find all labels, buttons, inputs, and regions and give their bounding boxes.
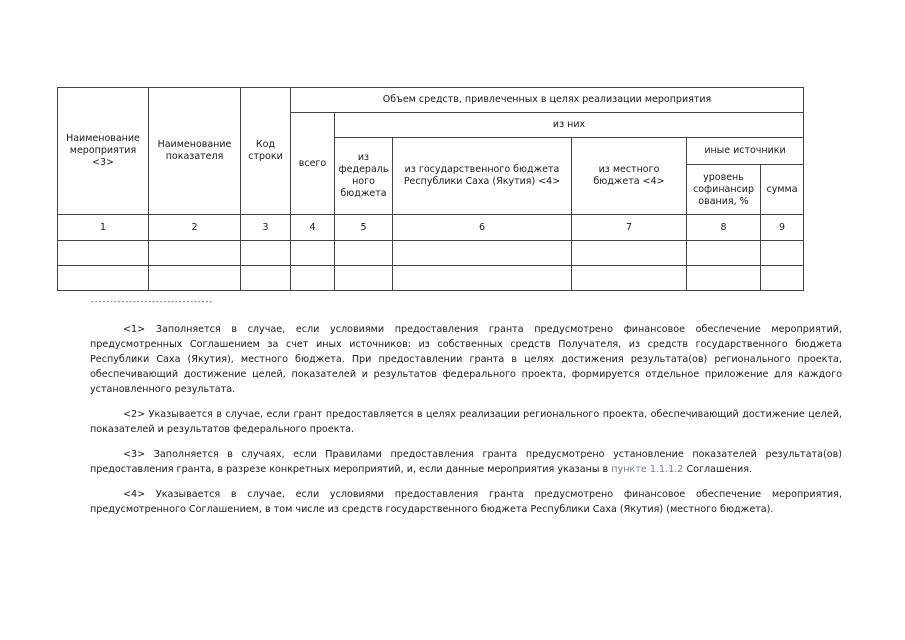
header-federal-budget	[335, 138, 393, 215]
column-number: 9	[761, 215, 804, 241]
table-row	[58, 241, 804, 266]
federal-part: ного	[352, 176, 375, 187]
table-cell	[291, 241, 335, 266]
footnotes	[90, 322, 842, 527]
table-cell	[58, 266, 149, 291]
footnote-1: <1> Заполняется в случае, если условиями предоставления гранта предусмотрено финансовое обеспечение мероприятий, предусмотренных Соглашением за счет иных источников: из собственных средств Получателя, из средств государственного бюджета Республики Саха (Якутия), местного бюджета. При предоставлении гранта в целях достижения результата(ов) регионального проекта, обеспечивающий достижение целей, показателей и результатов федерального проекта, формируется отдельное приложение для каждого установленного результата.	[90, 324, 842, 395]
cofin-part: уровень	[703, 171, 744, 183]
header-volume-title: Объем средств, привлеченных в целях реализации мероприятия	[291, 88, 804, 113]
column-number: 3	[241, 215, 291, 241]
header-cofinancing-level	[687, 165, 761, 215]
table-cell	[241, 266, 291, 291]
header-indicator-name: Наименование показателя	[149, 88, 241, 215]
table-cell	[572, 241, 687, 266]
table-cell	[335, 241, 393, 266]
footnote-3	[90, 447, 842, 477]
header-sum: сумма	[761, 165, 804, 215]
footnote-3-text: <3> Заполняется в случаях, если Правилами предоставления гранта предусмотрено установление показателей результата(ов) предоставления гранта, в разрезе конкретных мероприятий, и, если данные мероприятия указаны в	[90, 449, 842, 475]
footnote-2: <2> Указывается в случае, если грант предоставляется в целях реализации регионального проекта, обеспечивающий достижение целей, показателей и результатов федерального проекта.	[90, 409, 842, 435]
table-cell	[149, 241, 241, 266]
footnote-4: <4> Указывается в случае, если условиями предоставления гранта предусмотрено финансовое обеспечение мероприятия, предусмотренного Соглашением, в том числе из средств государственного бюджета Республики Саха (Якутия) (местного бюджета).	[90, 489, 842, 515]
table-cell	[687, 266, 761, 291]
column-number: 1	[58, 215, 149, 241]
federal-part: из	[357, 152, 370, 163]
table-cell	[393, 241, 572, 266]
table-cell	[241, 241, 291, 266]
column-number: 2	[149, 215, 241, 241]
federal-part: бюджета	[340, 188, 387, 199]
table-cell	[761, 266, 804, 291]
table-cell	[335, 266, 393, 291]
table-row	[58, 266, 804, 291]
footnote-3-tail: Соглашения.	[683, 464, 753, 475]
table-cell	[687, 241, 761, 266]
table-cell	[149, 266, 241, 291]
column-number: 6	[393, 215, 572, 241]
table-cell	[291, 266, 335, 291]
header-state-budget: из государственного бюджета Республики Саха (Якутия) <4>	[393, 138, 572, 215]
cofin-part: софинансир	[692, 183, 754, 195]
column-number: 7	[572, 215, 687, 241]
table-cell	[393, 266, 572, 291]
footnote-separator: --------------------------------	[90, 297, 213, 306]
column-number-row	[58, 215, 804, 241]
federal-part: федераль	[338, 164, 389, 175]
column-number: 8	[687, 215, 761, 241]
funding-table	[57, 87, 804, 291]
clause-link[interactable]: пункте 1.1.1.2	[611, 464, 684, 475]
header-other-sources: иные источники	[687, 138, 804, 165]
table-cell	[572, 266, 687, 291]
header-of-which: из них	[335, 113, 804, 138]
header-row-code: Код строки	[241, 88, 291, 215]
header-total: всего	[291, 113, 335, 215]
header-local-budget: из местного бюджета <4>	[572, 138, 687, 215]
column-number: 4	[291, 215, 335, 241]
table-cell	[761, 241, 804, 266]
table-cell	[58, 241, 149, 266]
header-event-name: Наименование мероприятия <3>	[58, 88, 149, 215]
cofin-part: ования, %	[698, 195, 749, 207]
column-number: 5	[335, 215, 393, 241]
